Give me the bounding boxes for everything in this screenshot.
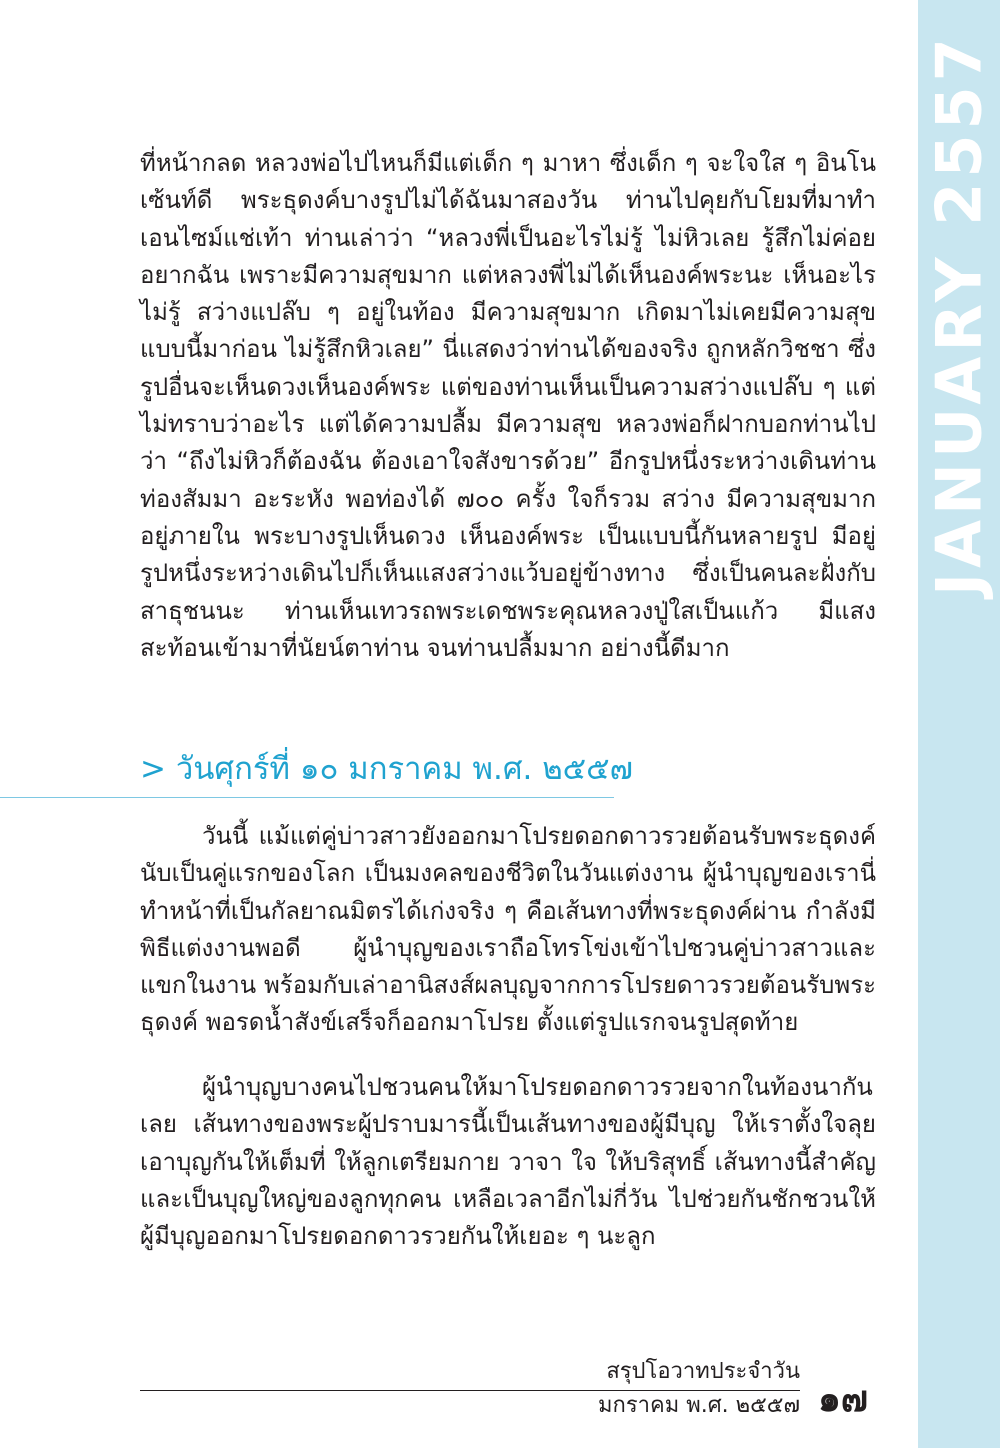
- body-paragraph-3: ผู้นำบุญบางคนไปชวนคนให้มาโปรยดอกดาวรวยจากในท้องนากันเลย เส้นทางของพระผู้ปราบมารนี้เป็นเส้นทางของผู้มีบุญ ให้เราตั้งใจลุยเอาบุญกันให้เต็มที่ ให้ลูกเตรียมกาย วาจา ใจ ให้บริสุทธิ์ เส้นทางนี้สำคัญและเป็นบุญใหญ่ของลูกทุกคน เหลือเวลาอีกไม่กี่วัน ไปช่วยกันชักชวนให้ผู้มีบุญออกมาโปรยดอกดาวรวยกันให้เยอะ ๆ นะลูก: [140, 1073, 876, 1251]
- side-band: [918, 0, 1000, 1448]
- body-paragraph-1: ที่หน้ากลด หลวงพ่อไปไหนก็มีแต่เด็ก ๆ มาหา ซึ่งเด็ก ๆ จะใจใส ๆ อินโนเซ้นท์ดี พระธุดงค์บางรูปไม่ได้ฉันมาสองวัน ท่านไปคุยกับโยมที่มาทำเอนไซม์แช่เท้า ท่านเล่าว่า “หลวงพี่เป็นอะไรไม่รู้ ไม่หิวเลย รู้สึกไม่ค่อยอยากฉัน เพราะมีความสุขมาก แต่หลวงพี่ไม่ได้เห็นองค์พระนะ เห็นอะไรไม่รู้ สว่างแปล๊บ ๆ อยู่ในท้อง มีความสุขมาก เกิดมาไม่เคยมีความสุขแบบนี้มาก่อน ไม่รู้สึกหิวเลย” นี่แสดงว่าท่านได้ของจริง ถูกหลักวิชชา ซึ่งรูปอื่นจะเห็นดวงเห็นองค์พระ แต่ของท่านเห็นเป็นความสว่างแปล๊บ ๆ แต่ไม่ทราบว่าอะไร แต่ได้ความปลื้ม มีความสุข หลวงพ่อก็ฝากบอกท่านไปว่า “ถึงไม่หิวก็ต้องฉัน ต้องเอาใจสังขารด้วย” อีกรูปหนึ่งระหว่างเดินท่านท่องสัมมา อะระหัง พอท่องได้ ๗๐๐ ครั้ง ใจก็รวม สว่าง มีความสุขมากอยู่ภายใน พระบางรูปเห็นดวง เห็นองค์พระ เป็นแบบนี้กันหลายรูป มีอยู่รูปหนึ่งระหว่างเดินไปก็เห็นแสงสว่างแว้บอยู่ข้างทาง ซึ่งเป็นคนละฝั่งกับสาธุชนนะ ท่านเห็นเทวรถพระเดชพระคุณหลวงปู่ใสเป็นแก้ว มีแสงสะท้อนเข้ามาที่นัยน์ตาท่าน จนท่านปลื้มมาก อย่างนี้ดีมาก: [140, 149, 876, 662]
- footer-month-year: มกราคม พ.ศ. ๒๕๕๗: [598, 1393, 800, 1418]
- page-number: ๑๗: [818, 1379, 868, 1420]
- side-band-month-year: JANUARY 2557: [922, 33, 996, 596]
- footer-divider: [140, 1390, 800, 1391]
- section-heading-date: > วันศุกร์ที่ ๑๐ มกราคม พ.ศ. ๒๕๕๗: [140, 751, 633, 787]
- heading-divider: [0, 797, 614, 798]
- footer-book-title: สรุปโอวาทประจำวัน: [606, 1359, 800, 1384]
- body-paragraph-2: วันนี้ แม้แต่คู่บ่าวสาวยังออกมาโปรยดอกดาวรวยต้อนรับพระธุดงค์ นับเป็นคู่แรกของโลก เป็นมงคลของชีวิตในวันแต่งงาน ผู้นำบุญของเรานี่ทำหน้าที่เป็นกัลยาณมิตรได้เก่งจริง ๆ คือเส้นทางที่พระธุดงค์ผ่าน กำลังมีพิธีแต่งงานพอดี ผู้นำบุญของเราถือโทรโข่งเข้าไปชวนคู่บ่าวสาวและแขกในงาน พร้อมกับเล่าอานิสงส์ผลบุญจากการโปรยดาวรวยต้อนรับพระธุดงค์ พอรดน้ำสังข์เสร็จก็ออกมาโปรย ตั้งแต่รูปแรกจนรูปสุดท้าย: [140, 822, 876, 1037]
